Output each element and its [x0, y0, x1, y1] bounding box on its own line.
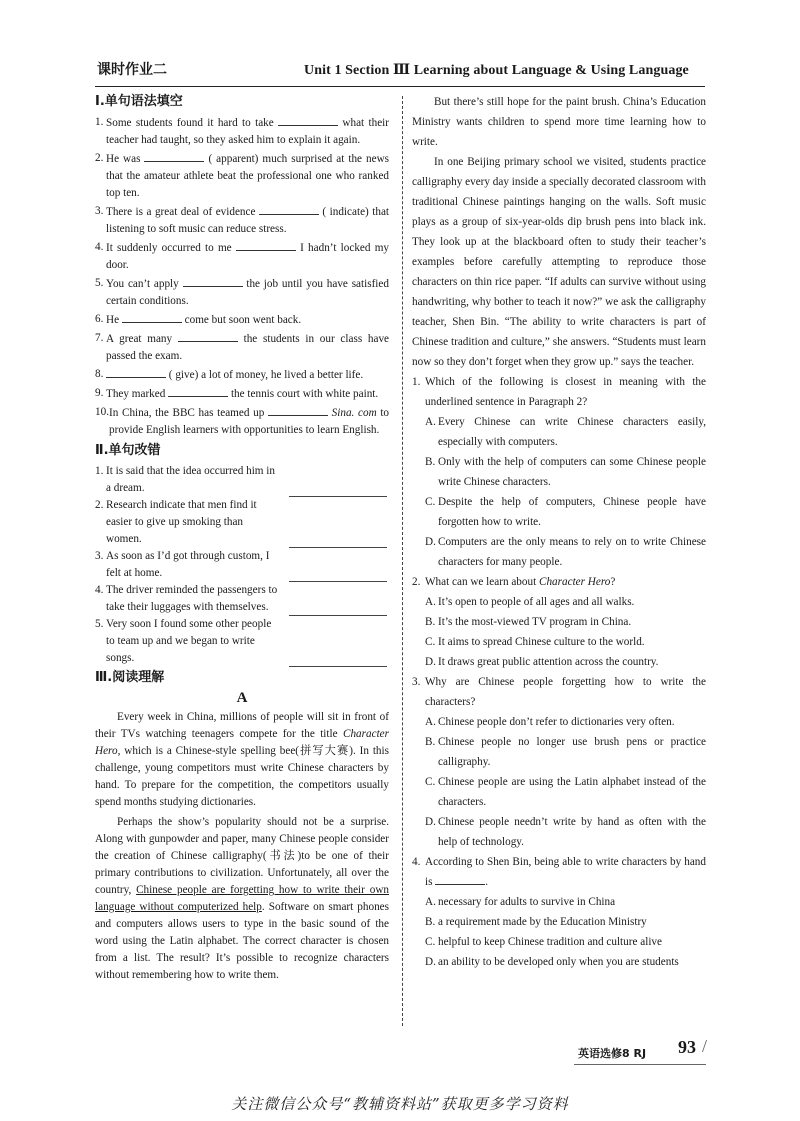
grammar-item	[95, 311, 389, 329]
option-letter: B.	[425, 456, 436, 468]
option-letter: B.	[425, 736, 436, 748]
passage-label: A	[236, 690, 248, 706]
answer-option[interactable]	[412, 592, 706, 612]
answer-blank[interactable]	[144, 150, 204, 162]
passage-paragraph-1: Every week in China, millions of people will sit in front of their TVs watching teenagers compete for the title Character Hero, which is a Chinese-style spelling bee(拼写大赛). In this challenge, young competitors must write Chinese characters by hand. To prepare for the competition, the competitors usually spend months studying dictionaries.	[95, 711, 389, 808]
option-text: Chinese people don’t refer to dictionaries very often.	[438, 716, 675, 728]
item-text-after: the tennis court with white paint.	[230, 388, 379, 400]
answer-blank[interactable]	[178, 330, 238, 342]
answer-option[interactable]	[412, 612, 706, 632]
item-text-before: There is a great deal of evidence	[106, 206, 256, 218]
option-text: Chinese people needn’t write by hand as often with the help of technology.	[438, 816, 706, 848]
answer-option[interactable]	[412, 652, 706, 672]
item-text-before: In China, the BBC has teamed up	[109, 407, 265, 419]
grammar-item	[95, 366, 389, 384]
correction-item	[95, 463, 389, 497]
answer-option[interactable]	[412, 772, 706, 812]
item-number: 1.	[95, 465, 104, 477]
option-text: Only with the help of computers can some Chinese people write Chinese characters.	[438, 456, 706, 488]
question-italic: Character Hero	[539, 576, 611, 588]
grammar-item	[95, 239, 389, 274]
page-number: 93	[678, 1037, 696, 1057]
item-text-after: ( give) a lot of money, he lived a better life.	[168, 369, 364, 381]
answer-option[interactable]	[412, 812, 706, 852]
left-column	[95, 92, 389, 987]
answer-option[interactable]	[412, 452, 706, 492]
option-text: It’s open to people of all ages and all walks.	[438, 596, 635, 608]
grammar-item	[95, 114, 389, 149]
answer-blank[interactable]	[168, 385, 228, 397]
passage-paragraph-3: But there’s still hope for the paint brush. China’s Education Ministry wants children to spend more time learning how to write.	[412, 96, 706, 148]
option-letter: B.	[425, 616, 436, 628]
item-text-before: It suddenly occurred to me	[106, 242, 232, 254]
underlined-sentence: Chinese people are forgetting how to write their own language without computerized help	[95, 884, 389, 913]
passage-paragraph-2: Perhaps the show’s popularity should not be a surprise. Along with gunpowder and paper, many Chinese people consider the creation of Chinese calligraphy(书法)to be one of their primary contributions to civilization. Unfortunately, all over the country, Chinese people are forgetting how to write their own language without computerized help. Software on smart phones and computers allows users to type in the basic sound of the word using the Latin alphabet. The correct character is chosen from a list. The result? It’s possible to recognize characters without remembering how to write them.	[95, 816, 389, 981]
question-number: 2.	[412, 576, 421, 588]
grammar-fill-list	[95, 114, 389, 439]
question-text: Why are Chinese people forgetting how to write the characters?	[425, 676, 706, 708]
item-sentence: As soon as I’d got through custom, I felt at home.	[106, 550, 270, 579]
answer-blank[interactable]	[122, 311, 182, 323]
question-stem	[412, 672, 706, 712]
item-number: 5.	[95, 618, 104, 630]
question-end: ?	[610, 576, 616, 588]
question-text: What can we learn about	[425, 576, 539, 588]
option-letter: C.	[425, 636, 436, 648]
option-text: necessary for adults to survive in China	[438, 896, 616, 908]
question-end: .	[485, 876, 489, 888]
answer-blank[interactable]	[106, 366, 166, 378]
item-number: 1.	[95, 116, 104, 128]
grammar-item	[95, 330, 389, 365]
grammar-item	[95, 275, 389, 310]
footer-slash: /	[702, 1036, 708, 1056]
item-text-after: I hadn’t locked my door.	[106, 242, 390, 271]
item-number: 9.	[95, 387, 104, 399]
question-stem	[412, 852, 706, 892]
answer-blank[interactable]	[268, 404, 328, 416]
option-letter: A.	[425, 896, 436, 908]
answer-option[interactable]	[412, 712, 706, 732]
option-letter: A.	[425, 416, 436, 428]
item-number: 3.	[95, 205, 104, 217]
grammar-item	[95, 150, 389, 202]
item-number: 7.	[95, 332, 104, 344]
item-sentence: The driver reminded the passengers to take their luggages with themselves.	[106, 584, 278, 613]
option-letter: C.	[425, 936, 436, 948]
option-text: Chinese people are using the Latin alphabet instead of the characters.	[438, 776, 706, 808]
right-column	[412, 92, 706, 972]
answer-blank[interactable]	[183, 275, 243, 287]
correction-item	[95, 616, 389, 667]
answer-blank[interactable]	[278, 114, 338, 126]
answer-option[interactable]	[412, 932, 706, 952]
question-number: 3.	[412, 676, 421, 688]
answer-blank[interactable]	[236, 239, 296, 251]
footer-book-label: 英语选修8 RJ	[578, 1047, 647, 1060]
option-text: Computers are the only means to rely on to write Chinese characters for many people.	[438, 536, 706, 568]
option-letter: C.	[425, 776, 436, 788]
error-correction-list	[95, 463, 389, 667]
item-text-before: Some students found it hard to take	[106, 117, 274, 129]
item-number: 5.	[95, 277, 104, 289]
item-text-before: They marked	[106, 388, 166, 400]
question-number: 4.	[412, 856, 421, 868]
answer-blank[interactable]	[435, 873, 485, 885]
option-letter: C.	[425, 496, 436, 508]
item-text-after: the job until you have satisfied certain conditions.	[106, 278, 389, 307]
item-text-after: what their teacher had taught, so they asked him to explain it again.	[106, 117, 390, 146]
item-number: 4.	[95, 584, 104, 596]
item-number: 4.	[95, 241, 104, 253]
option-letter: A.	[425, 596, 436, 608]
answer-line[interactable]	[289, 666, 387, 667]
question-stem	[412, 372, 706, 412]
item-sentence: Research indicate that men find it easier to give up smoking than women.	[106, 499, 257, 545]
grammar-item	[95, 203, 389, 238]
option-letter: D.	[425, 816, 436, 828]
item-sentence: It is said that the idea occurred him in a dream.	[106, 465, 276, 494]
grammar-item	[95, 385, 389, 403]
option-text: Chinese people no longer use brush pens or practice calligraphy.	[438, 736, 706, 768]
item-text-after: ( indicate) that listening to soft music can reduce stress.	[106, 206, 390, 235]
item-sentence: Very soon I found some other people to team up and we began to write songs.	[106, 618, 272, 664]
item-number: 8.	[95, 368, 104, 380]
section-1-title: Ⅰ.单句语法填空	[95, 94, 183, 109]
item-text-after: the students in our class have passed the exam.	[106, 333, 390, 362]
question-list	[412, 372, 706, 972]
option-text: It draws great public attention across the country.	[438, 656, 659, 668]
column-divider	[402, 96, 403, 1026]
section-2-title: Ⅱ.单句改错	[95, 443, 161, 458]
option-text: It’s the most-viewed TV program in China.	[438, 616, 632, 628]
item-number: 10.	[95, 406, 109, 418]
item-text-after: ( apparent) much surprised at the news that the amateur athlete beat the professional one who ranked top ten.	[106, 153, 389, 199]
answer-option[interactable]	[412, 952, 706, 972]
passage-paragraph-4: In one Beijing primary school we visited, students practice calligraphy every day inside a specially decorated classroom with traditional Chinese paintings hanging on the walls. Soft music plays as a group of six-year-olds dip brush pens into black ink. They look up at the blackboard often to study their teacher’s examples before carefully attempting to reproduce those characters on thin rice paper. “If adults can survive without using handwriting, why bother to teach it now?” we ask the calligraphy teacher, Shen Bin. “The ability to write characters is part of Chinese tradition and culture,” she answers. “Students must learn now so they don’t forget when they grow up.” says the teacher.	[412, 156, 706, 368]
option-letter: D.	[425, 956, 436, 968]
option-text: helpful to keep Chinese tradition and culture alive	[438, 936, 662, 948]
grammar-item	[95, 404, 389, 439]
correction-item	[95, 582, 389, 616]
answer-option[interactable]	[412, 412, 706, 452]
answer-option[interactable]	[412, 892, 706, 912]
option-text: Every Chinese can write Chinese characters easily, especially with computers.	[438, 416, 706, 448]
item-number: 3.	[95, 550, 104, 562]
correction-item	[95, 548, 389, 582]
option-letter: D.	[425, 656, 436, 668]
answer-option[interactable]	[412, 532, 706, 572]
header-rule	[95, 86, 705, 87]
bottom-note: 关注微信公众号“教辅资料站”获取更多学习资料	[231, 1095, 569, 1113]
item-text-before: You can’t apply	[106, 278, 179, 290]
header-lesson-label: 课时作业二	[97, 62, 167, 78]
option-letter: A.	[425, 716, 436, 728]
answer-option[interactable]	[412, 492, 706, 532]
question-stem	[412, 572, 706, 592]
item-text-after: to provide English learners with opportunities to learn English.	[109, 407, 390, 436]
answer-option[interactable]	[412, 632, 706, 652]
question-text: Which of the following is closest in meaning with the underlined sentence in Paragraph 2?	[425, 376, 706, 408]
item-number: 2.	[95, 152, 104, 164]
item-italic: Sina. com	[331, 407, 377, 419]
correction-item	[95, 497, 389, 548]
header-unit-title: Unit 1 Section Ⅲ Learning about Language & Using Language	[304, 63, 689, 78]
option-text: a requirement made by the Education Ministry	[438, 916, 647, 928]
item-text-before: He was	[106, 153, 141, 165]
item-number: 2.	[95, 499, 104, 511]
answer-option[interactable]	[412, 732, 706, 772]
item-text-before: A great many	[106, 333, 173, 345]
option-text: Despite the help of computers, Chinese people have forgotten how to write.	[438, 496, 706, 528]
answer-blank[interactable]	[259, 203, 319, 215]
section-3-title: Ⅲ.阅读理解	[95, 670, 165, 685]
option-text: an ability to be developed only when you are students	[438, 956, 679, 968]
page-footer	[578, 1036, 708, 1062]
item-text-after: come but soon went back.	[184, 314, 302, 326]
option-letter: B.	[425, 916, 436, 928]
option-letter: D.	[425, 536, 436, 548]
footer-rule	[574, 1064, 706, 1065]
option-text: It aims to spread Chinese culture to the world.	[438, 636, 645, 648]
item-number: 6.	[95, 313, 104, 325]
question-text: According to Shen Bin, being able to write characters by hand is	[425, 856, 706, 888]
answer-option[interactable]	[412, 912, 706, 932]
item-text-before: He	[106, 314, 120, 326]
question-number: 1.	[412, 376, 421, 388]
